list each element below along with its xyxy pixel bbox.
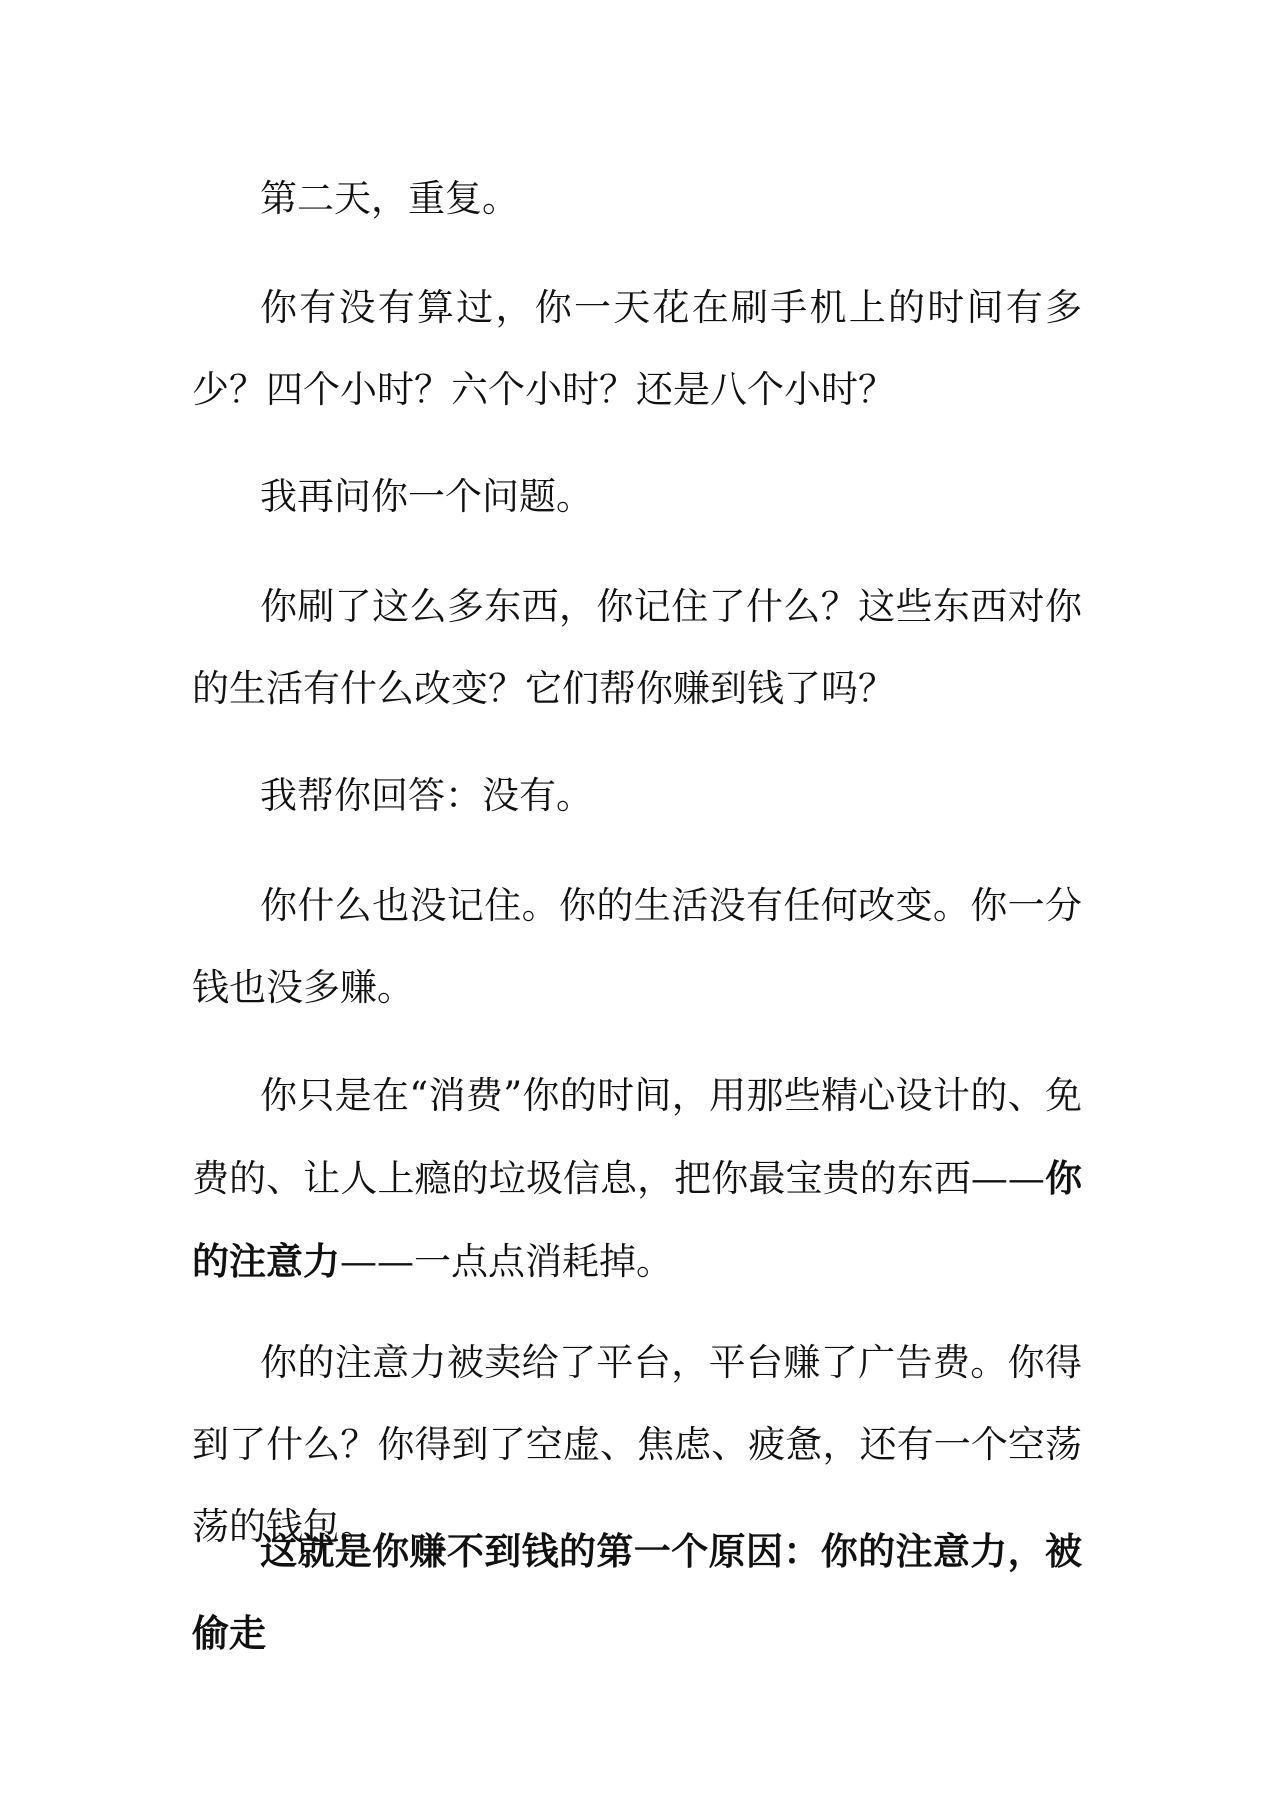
paragraph-7-bold-phrase: 你的注意力 <box>192 1156 1083 1283</box>
paragraph-8: 你的注意力被卖给了平台，平台赚了广告费。你得到了什么？你得到了空虚、焦虑、疲惫，还有一个空荡荡的钱包。 <box>192 1341 1082 1548</box>
paragraph-6: 你什么也没记住。你的生活没有任何改变。你一分钱也没多赚。 <box>192 884 1082 1009</box>
paragraph-1: 第二天，重复。 <box>260 177 519 220</box>
paragraph-9-bold-conclusion: 这就是你赚不到钱的第一个原因：你的注意力，被偷走 <box>192 1529 1082 1655</box>
paragraph-4: 你刷了这么多东西，你记住了什么？这些东西对你的生活有什么改变？它们帮你赚到钱了吗？ <box>192 585 1082 710</box>
paragraph-7 <box>192 1055 1082 1303</box>
paragraph-3: 我再问你一个问题。 <box>260 475 593 518</box>
paragraph-5: 我帮你回答：没有。 <box>260 774 593 817</box>
paragraph-7-text-after: ——一点点消耗掉。 <box>340 1240 673 1283</box>
paragraph-7-text-before: 你只是在“消费”你的时间，用那些精心设计的、免费的、让人上瘾的垃圾信息，把你最宝贵的东西—— <box>192 1074 1082 1200</box>
paragraph-2: 你有没有算过，你一天花在刷手机上的时间有多少？四个小时？六个小时？还是八个小时？ <box>192 286 1082 411</box>
